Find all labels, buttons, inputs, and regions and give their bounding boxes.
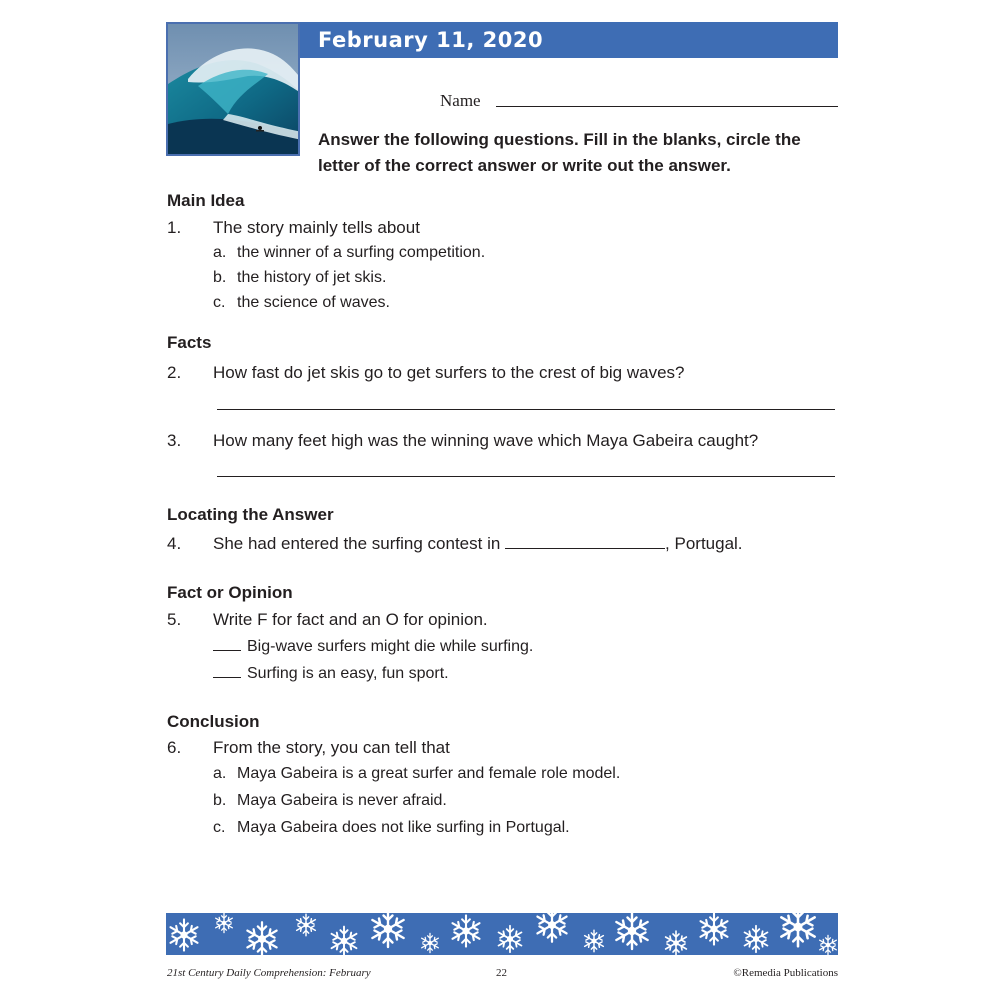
footer-copyright: ©Remedia Publications bbox=[733, 967, 838, 979]
option-text: Maya Gabeira is never afraid. bbox=[237, 792, 447, 809]
answer-option[interactable] bbox=[213, 819, 570, 837]
question-text-before: She had entered the surfing contest in bbox=[213, 534, 501, 553]
option-letter: a. bbox=[213, 244, 227, 261]
question-number: 6. bbox=[167, 738, 182, 757]
footer-publication-title: 21st Century Daily Comprehension: February bbox=[167, 967, 371, 979]
name-label: Name bbox=[440, 91, 481, 110]
question-text: Write F for fact and an O for opinion. bbox=[213, 610, 488, 629]
answer-option[interactable] bbox=[213, 269, 386, 287]
answer-option[interactable] bbox=[213, 792, 447, 810]
item-text: Surfing is an easy, fun sport. bbox=[247, 665, 449, 682]
question-text: The story mainly tells about bbox=[213, 218, 420, 237]
page-number: 22 bbox=[496, 967, 507, 979]
fact-opinion-item bbox=[213, 636, 533, 656]
section-heading-main-idea: Main Idea bbox=[167, 191, 245, 210]
answer-option[interactable] bbox=[213, 294, 390, 312]
answer-line[interactable] bbox=[217, 409, 835, 410]
option-letter: b. bbox=[213, 792, 227, 809]
section-heading-fact-opinion: Fact or Opinion bbox=[167, 583, 293, 602]
question-number: 1. bbox=[167, 218, 182, 237]
option-letter: c. bbox=[213, 294, 226, 311]
fact-opinion-item bbox=[213, 663, 449, 683]
fill-in-blank[interactable] bbox=[213, 663, 241, 678]
answer-option[interactable] bbox=[213, 765, 620, 783]
question-text: How many feet high was the winning wave which Maya Gabeira caught? bbox=[213, 431, 759, 450]
name-blank-line[interactable] bbox=[496, 106, 838, 107]
question-text-after: , Portugal. bbox=[665, 534, 743, 553]
section-heading-locating: Locating the Answer bbox=[167, 505, 334, 524]
option-text: Maya Gabeira is a great surfer and female role model. bbox=[237, 765, 621, 782]
option-text: the winner of a surfing competition. bbox=[237, 244, 486, 261]
page-date: February 11, 2020 bbox=[318, 28, 544, 52]
option-letter: b. bbox=[213, 269, 227, 286]
section-heading-conclusion: Conclusion bbox=[167, 712, 260, 731]
option-letter: c. bbox=[213, 819, 226, 836]
item-text: Big-wave surfers might die while surfing. bbox=[247, 638, 534, 655]
option-text: the history of jet skis. bbox=[237, 269, 387, 286]
section-heading-facts: Facts bbox=[167, 333, 212, 352]
answer-option[interactable] bbox=[213, 244, 485, 262]
option-text: Maya Gabeira does not like surfing in Portugal. bbox=[237, 819, 570, 836]
question-text: How fast do jet skis go to get surfers to the crest of big waves? bbox=[213, 363, 685, 382]
option-letter: a. bbox=[213, 765, 227, 782]
fill-in-blank[interactable] bbox=[213, 636, 241, 651]
wave-surfer-photo bbox=[166, 22, 300, 156]
question-text bbox=[213, 534, 743, 554]
question-number: 3. bbox=[167, 431, 182, 450]
question-number: 2. bbox=[167, 363, 182, 382]
question-text: From the story, you can tell that bbox=[213, 738, 450, 757]
snowflake-border-icon bbox=[166, 913, 838, 955]
answer-line[interactable] bbox=[217, 476, 835, 477]
instructions: Answer the following questions. Fill in the blanks, circle the letter of the correct answer or write out the answer. bbox=[318, 130, 801, 175]
fill-in-blank[interactable] bbox=[505, 534, 665, 549]
question-number: 4. bbox=[167, 534, 182, 553]
question-number: 5. bbox=[167, 610, 182, 629]
option-text: the science of waves. bbox=[237, 294, 390, 311]
